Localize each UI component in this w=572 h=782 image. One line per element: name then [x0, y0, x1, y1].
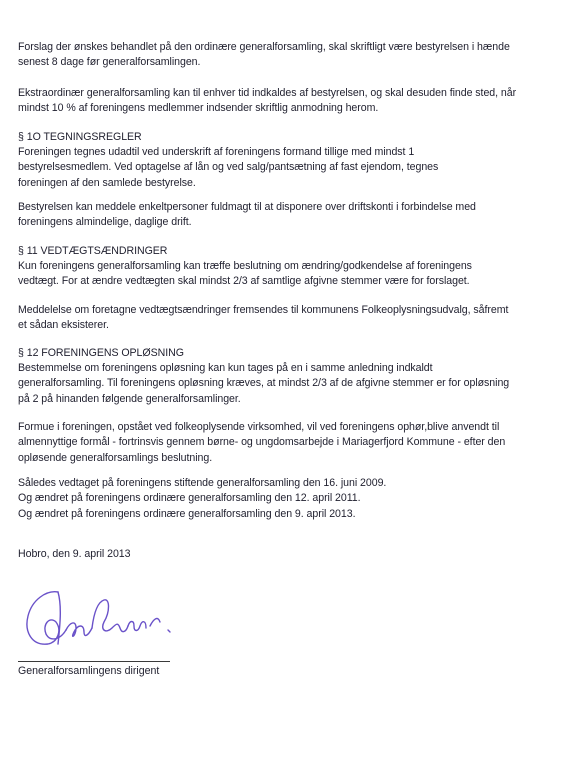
signature-line	[18, 661, 170, 662]
paragraph-proposals: Forslag der ønskes behandlet på den ordinære generalforsamling, skal skriftligt være bestyrelsen i hænde senest 8 dage før generalforsamlingen.	[18, 41, 510, 69]
paragraph-bylaw-amendments: Kun foreningens generalforsamling kan træffe beslutning om ændring/godkendelse af foreningens vedtægt. For at ændre vedtægten skal mindst 2/3 af samtlige afgivne stemmer være for forslaget.	[18, 260, 472, 288]
section-11-heading: § 11 VEDTÆGTSÆNDRINGER	[18, 245, 168, 257]
section-10-heading: § 1O TEGNINGSREGLER	[18, 131, 142, 143]
paragraph-extraordinary-assembly: Ekstraordinær generalforsamling kan til enhver tid indkaldes af bestyrelsen, og skal desuden finde sted, når mindst 10 % af foreningens medlemmer indsender skriftlig anmodning herom.	[18, 87, 517, 115]
signature-caption: Generalforsamlingens dirigent	[18, 665, 160, 677]
paragraph-signing-rules: Foreningen tegnes udadtil ved underskrift af foreningens formand tillige med mindst 1 bestyrelsesmedlem. Ved optagelse af lån og ved salg/pantsætning af fast ejendom, tegnes foreningen af den samlede bestyrelse.	[18, 146, 439, 189]
paragraph-power-of-attorney: Bestyrelsen kan meddele enkeltpersoner fuldmagt til at disponere over driftskonti i forbindelse med foreningens almindelige, daglige drift.	[18, 201, 476, 229]
paragraph-adoption-history: Således vedtaget på foreningens stiftende generalforsamling den 16. juni 2009. Og ændret på foreningens ordinære generalforsamling den 12. april 2011. Og ændret på foreningens ordinære generalforsamling den 9. april 2013.	[18, 477, 387, 520]
handwritten-signature	[18, 582, 188, 654]
paragraph-amendment-notice: Meddelelse om foretagne vedtægtsændringer fremsendes til kommunens Folkeoplysningsudvalg, såfremt et sådan eksisterer.	[18, 304, 509, 332]
place-and-date: Hobro, den 9. april 2013	[18, 548, 131, 560]
paragraph-assets: Formue i foreningen, opstået ved folkeoplysende virksomhed, vil ved foreningens ophør,blive anvendt til almennyttige formål - fortrinsvis gennem børne- og ungdomsarbejde i Mariagerfjord Kommune - efter den opløsende generalforsamlings beslutning.	[18, 421, 506, 464]
section-12-heading: § 12 FORENINGENS OPLØSNING	[18, 347, 184, 359]
paragraph-dissolution: Bestemmelse om foreningens opløsning kan kun tages på en i samme anledning indkaldt generalforsamling. Til foreningens opløsning kræves, at mindst 2/3 af de afgivne stemmer er for opløsning på 2 på hinanden følgende generalforsamlinger.	[18, 362, 510, 405]
